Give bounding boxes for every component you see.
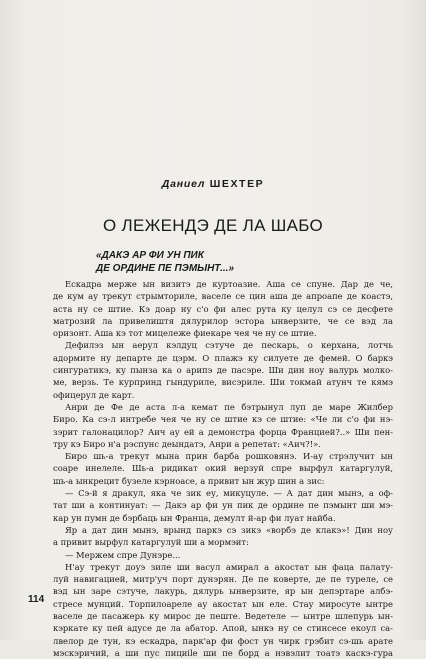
epigraph-line: «ДАКЭ АР ФИ УН ПИК [96,250,204,261]
page-number: 114 [28,594,45,605]
body-line: мэскэричий, а ши пус пициile ши пе борд а нэвэлит тоатэ каскэ-гура [53,647,393,658]
body-line: Н'ау трекут доуэ зиле ши васул амирал а акостат ын фаца палату- [65,561,393,572]
story-body [53,278,393,659]
story-title: О ЛЕЖЕНДЭ ДЕ ЛА ШАБО [102,216,324,235]
author-last-name: ШЕХТЕР [209,178,265,190]
body-line: — Мержем спре Дунэре... [65,549,181,560]
body-line: Биро шь-а трекут мына прин барба рошковянэ. И-ау стрэлучит ын [65,451,393,462]
body-line: васеле де пасажерь ку мирос де пеште. Ведетеле — ынтре шлепурь ын- [53,611,393,622]
body-line: кэркате ку пей адусе де ла абатор. Апой, ынкэ ну се стинсесе екоул са- [53,623,393,634]
body-line: оризонт. Аша кэ тот мицележе фиекаре чея че ну се штие. [53,328,317,339]
author-first-name: Даниел [161,178,206,190]
epigraph [96,249,234,275]
body-line: — Сэ-й я дракул, яка че зик еу, микуцуле. — А дат дин мынэ, а оф- [65,488,393,499]
body-line: шь-а ынкрецит бузеле кэрноасе, а привит ын жур шин а зис: [53,475,325,486]
body-line: а привит вырфул катаргулуй ши а мормэит: [53,537,249,548]
body-line: зэрит галонацилор? Аич ау ей а демонстра форца Францией?..» Ши пен- [53,426,393,437]
body-line: адормите ну департе де цэрм. О плажэ ку силуете де фемей. О баркэ [53,352,393,363]
body-line: Ескадра мерже ын визитэ де куртоазие. Аша се спуне. Дар де че, [65,279,393,289]
body-line: ме, верзь. Те курпринд гындуриле, висэриле. Ши токмай атунч те кямэ [53,377,393,388]
body-line: соаре инелеле. Шь-а ридикат окий верзуй спре вырфул катаргулуй, [53,463,393,474]
body-line: офицерул де карт. [53,389,135,400]
body-line: кар ун пумн де бэрбаць ын Франца, демулт й-ар фи луат найба. [53,512,336,523]
body-line: Дефилэз ын аерул кэлдуц сэтуче де пескарь, о керхана, лотчь [65,340,393,351]
body-line: сингуратикэ, ку пынза ка о арипэ де пасэре. Ши дин ноу валурь молко- [53,365,393,376]
body-line: матрозий ла привелиштя дялурилор эстора ынверзите, че се вэд ла [53,315,393,326]
body-line: тат ши а континуат: — Дакэ ар фи ун пик де ордине пе пэмынт ши мэ- [53,500,393,511]
body-line: тру кэ Биро н'а рэспунс деындатэ, Анри а репетат: «Аич?!». [53,438,321,449]
body-line: Анри де Фе де аста л-а кемат пе бэтрынул луп де маре Жилбер [65,401,393,412]
body-line: луй навигацией, митр'уч порт дунэрян. Де пе ковертe, де пе туреле, се [53,574,393,585]
author-line [0,178,426,190]
body-line: вэд ын заре сэтуче, лакурь, дялурь ынверзите, яр ын депэртаре албэ- [53,586,393,597]
body-line: лвелор де тун, кэ ескадра, парк'ар фи фост ун чирк грэбит сэ-шь арате [53,635,393,646]
body-line: Яр а дат дин мынэ, врынд паркэ сэ зикэ «ворбэ де клакэ»! Дин ноу [65,524,393,535]
body-line: Биро. Ка сэ-л интребе чея че ну се штие кэ се штие: «Че ли с'о фи нэ- [53,414,393,425]
body-line: де кум ау трекут стрымториле, васеле се цин аша де апроапе де коастэ, [53,291,393,302]
body-line: аста ну се штие. Кэ доар ну с'о фи алес рута ку целул сэ се десфете [53,303,393,314]
body-line: стресе мунций. Торпилоареле ау акостат ын еле. Стау миросуте ынтре [53,598,393,609]
epigraph-line: ДЕ ОРДИНЕ ПЕ ПЭМЫНТ...» [96,263,235,274]
